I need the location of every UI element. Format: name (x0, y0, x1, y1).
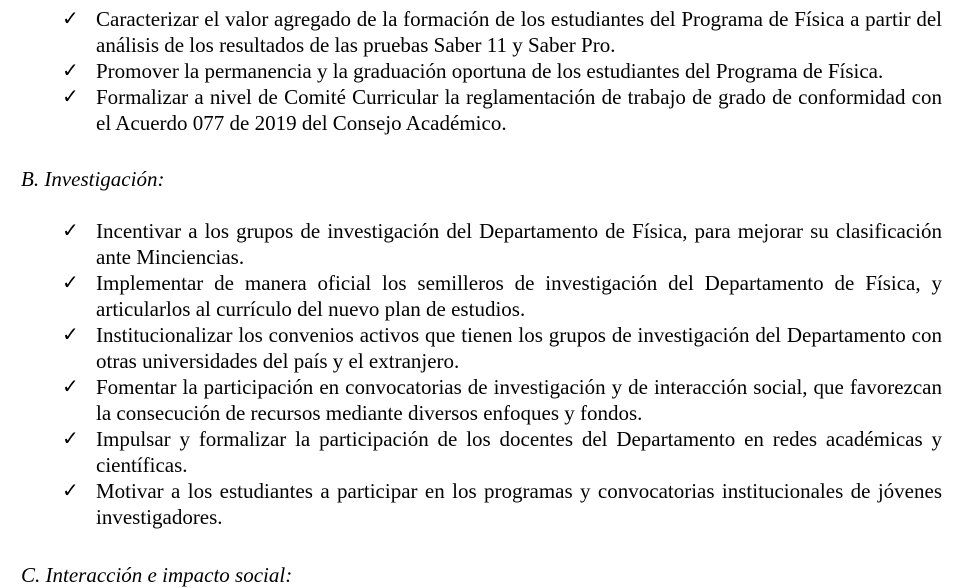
list-item (0, 322, 971, 374)
list-item-text: Implementar de manera oficial los semilleros de investigación del Departamento de Física, y articularlos al currículo del nuevo plan de estudios. (96, 271, 942, 321)
list-item (0, 270, 971, 322)
checkmark-icon: ✓ (62, 220, 79, 242)
section-heading-interaccion: C. Interacción e impacto social: (21, 563, 293, 587)
checkmark-icon: ✓ (62, 428, 79, 450)
list-item (0, 478, 971, 530)
checkmark-icon: ✓ (62, 86, 79, 108)
list-item (0, 374, 971, 426)
list-item (0, 218, 971, 270)
checkmark-icon: ✓ (62, 8, 79, 30)
checkmark-icon: ✓ (62, 324, 79, 346)
checkmark-icon: ✓ (62, 376, 79, 398)
list-item (0, 84, 971, 136)
list-item (0, 426, 971, 478)
list-item (0, 58, 971, 84)
section-heading-investigacion: B. Investigación: (21, 167, 165, 191)
checkmark-icon: ✓ (62, 60, 79, 82)
checkmark-icon: ✓ (62, 480, 79, 502)
list-item-text: Motivar a los estudiantes a participar en los programas y convocatorias institucionales de jóvenes investigadores. (96, 479, 942, 529)
list-item-text: Formalizar a nivel de Comité Curricular la reglamentación de trabajo de grado de conformidad con el Acuerdo 077 de 2019 del Consejo Académico. (96, 85, 942, 135)
objectives-list-a (0, 6, 971, 136)
list-item-text: Impulsar y formalizar la participación de los docentes del Departamento en redes académicas y científicas. (96, 427, 942, 477)
list-item (0, 6, 971, 58)
list-item-text: Fomentar la participación en convocatorias de investigación y de interacción social, que favorezcan la consecución de recursos mediante diversos enfoques y fondos. (96, 375, 942, 425)
checkmark-icon: ✓ (62, 272, 79, 294)
list-item-text: Incentivar a los grupos de investigación del Departamento de Física, para mejorar su clasificación ante Minciencias. (96, 219, 942, 269)
list-item-text: Promover la permanencia y la graduación oportuna de los estudiantes del Programa de Física. (96, 59, 884, 83)
objectives-list-b (0, 218, 971, 530)
list-item-text: Caracterizar el valor agregado de la formación de los estudiantes del Programa de Física a partir del análisis de los resultados de las pruebas Saber 11 y Saber Pro. (96, 7, 942, 57)
list-item-text: Institucionalizar los convenios activos que tienen los grupos de investigación del Departamento con otras universidades del país y el extranjero. (96, 323, 942, 373)
